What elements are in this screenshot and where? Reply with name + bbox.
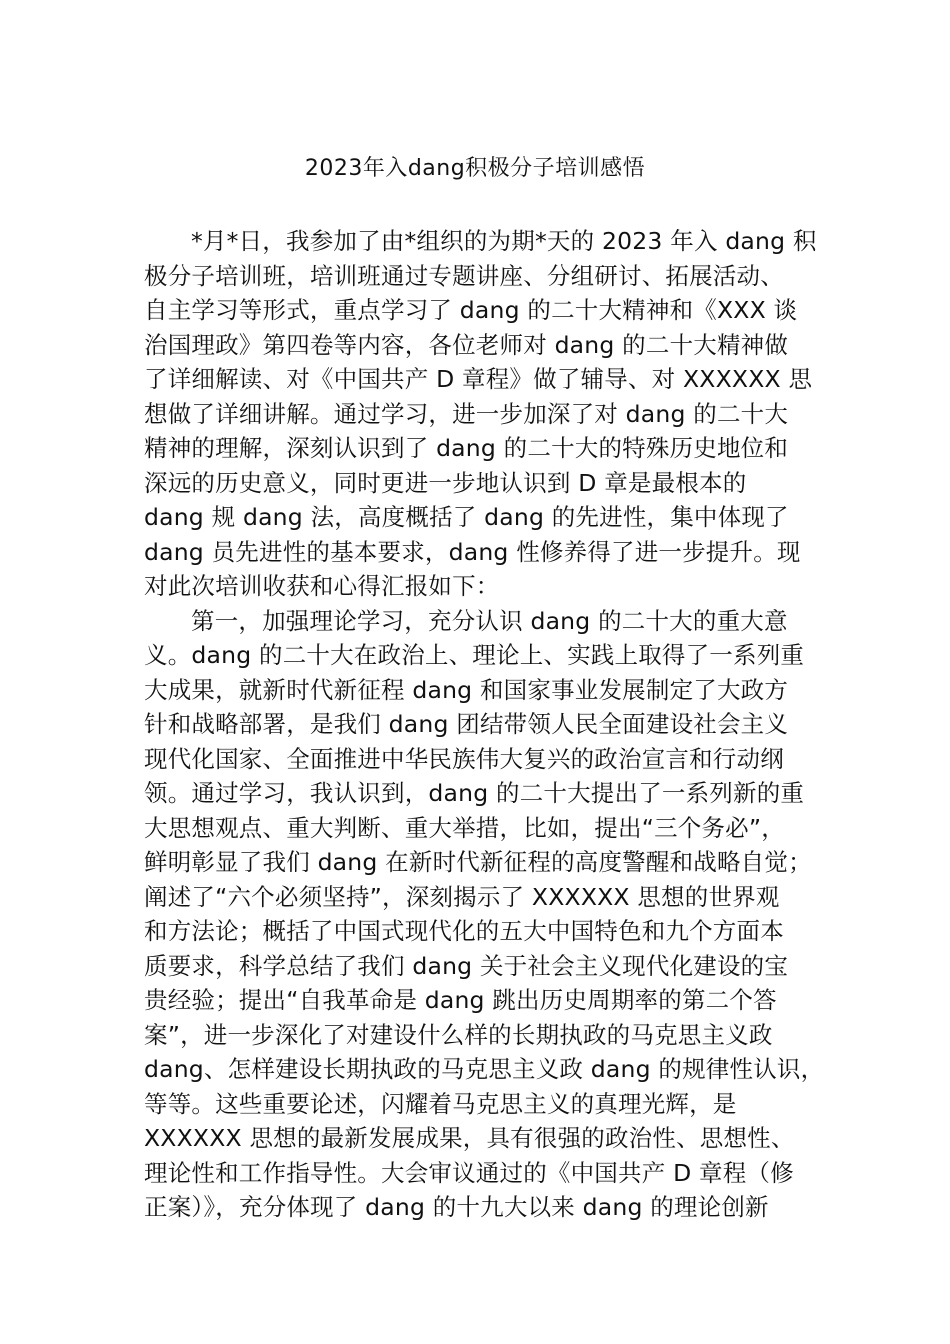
paragraph-line: 极分子培训班，培训班通过专题讲座、分组研讨、拓展活动、 — [144, 261, 784, 290]
paragraph-line: 大成果，就新时代新征程 dang 和国家事业发展制定了大政方 — [144, 675, 789, 704]
document-body — [144, 224, 825, 1225]
paragraph-line: 治国理政》第四卷等内容，各位老师对 dang 的二十大精神做 — [144, 330, 789, 359]
paragraph-line: 针和战略部署，是我们 dang 团结带领人民全面建设社会主义 — [144, 710, 789, 738]
paragraph-line: XXXXXX 思想的最新发展成果，具有很强的政治性、思想性、 — [144, 1124, 795, 1152]
paragraph-line: 第一，加强理论学习，充分认识 dang 的二十大的重大意 — [191, 606, 788, 635]
paragraph-line: 阐述了“六个必须坚持”，深刻揭示了 XXXXXX 思想的世界观 — [144, 882, 780, 911]
paragraph-line: dang、怎样建设长期执政的马克思主义政 dang 的规律性认识， — [144, 1055, 825, 1083]
paragraph-line: 质要求，科学总结了我们 dang 关于社会主义现代化建设的宝 — [144, 951, 789, 980]
paragraph-line: 想做了详细讲解。通过学习，进一步加深了对 dang 的二十大 — [144, 399, 789, 428]
paragraph-line: 领。通过学习，我认识到，dang 的二十大提出了一系列新的重 — [144, 779, 805, 807]
paragraph-line: 对此次培训收获和心得汇报如下： — [144, 572, 500, 600]
paragraph-line: dang 员先进性的基本要求，dang 性修养得了进一步提升。现 — [144, 537, 801, 566]
paragraph-line: 现代化国家、全面推进中华民族伟大复兴的政治宣言和行动纲 — [144, 744, 784, 773]
paragraph-line: 理论性和工作指导性。大会审议通过的《中国共产 D 章程（修 — [144, 1158, 794, 1187]
paragraph-line: 精神的理解，深刻认识到了 dang 的二十大的特殊历史地位和 — [144, 434, 789, 462]
paragraph-line: 等等。这些重要论述，闪耀着马克思主义的真理光辉，是 — [144, 1089, 737, 1118]
paragraph-line: 鲜明彰显了我们 dang 在新时代新征程的高度警醒和战略自觉； — [144, 848, 812, 876]
paragraph-line: 案”，进一步深化了对建设什么样的长期执政的马克思主义政 — [144, 1020, 773, 1049]
paragraph-line: dang 规 dang 法，高度概括了 dang 的先进性，集中体现了 — [144, 503, 789, 531]
paragraph-line: 和方法论；概括了中国式现代化的五大中国特色和九个方面本 — [144, 917, 784, 945]
document-title: 2023年入dang积极分子培训感悟 — [304, 156, 646, 181]
paragraph-line: 大思想观点、重大判断、重大举措，比如，提出“三个务必”， — [144, 813, 785, 842]
paragraph-line: 深远的历史意义，同时更进一步地认识到 D 章是最根本的 — [144, 468, 747, 497]
paragraph-line: 义。dang 的二十大在政治上、理论上、实践上取得了一系列重 — [144, 641, 805, 669]
paragraph-line: 了详细解读、对《中国共产 D 章程》做了辅导、对 XXXXXX 思 — [144, 365, 813, 393]
paragraph-line: 正案）》，充分体现了 dang 的十九大以来 dang 的理论创新 — [144, 1193, 769, 1221]
paragraph-line: 贵经验；提出“自我革命是 dang 跳出历史周期率的第二个答 — [144, 986, 777, 1014]
paragraph-line: 自主学习等形式，重点学习了 dang 的二十大精神和《XXX 谈 — [144, 296, 798, 324]
paragraph-line: *月*日，我参加了由*组织的为期*天的 2023 年入 dang 积 — [191, 227, 817, 255]
